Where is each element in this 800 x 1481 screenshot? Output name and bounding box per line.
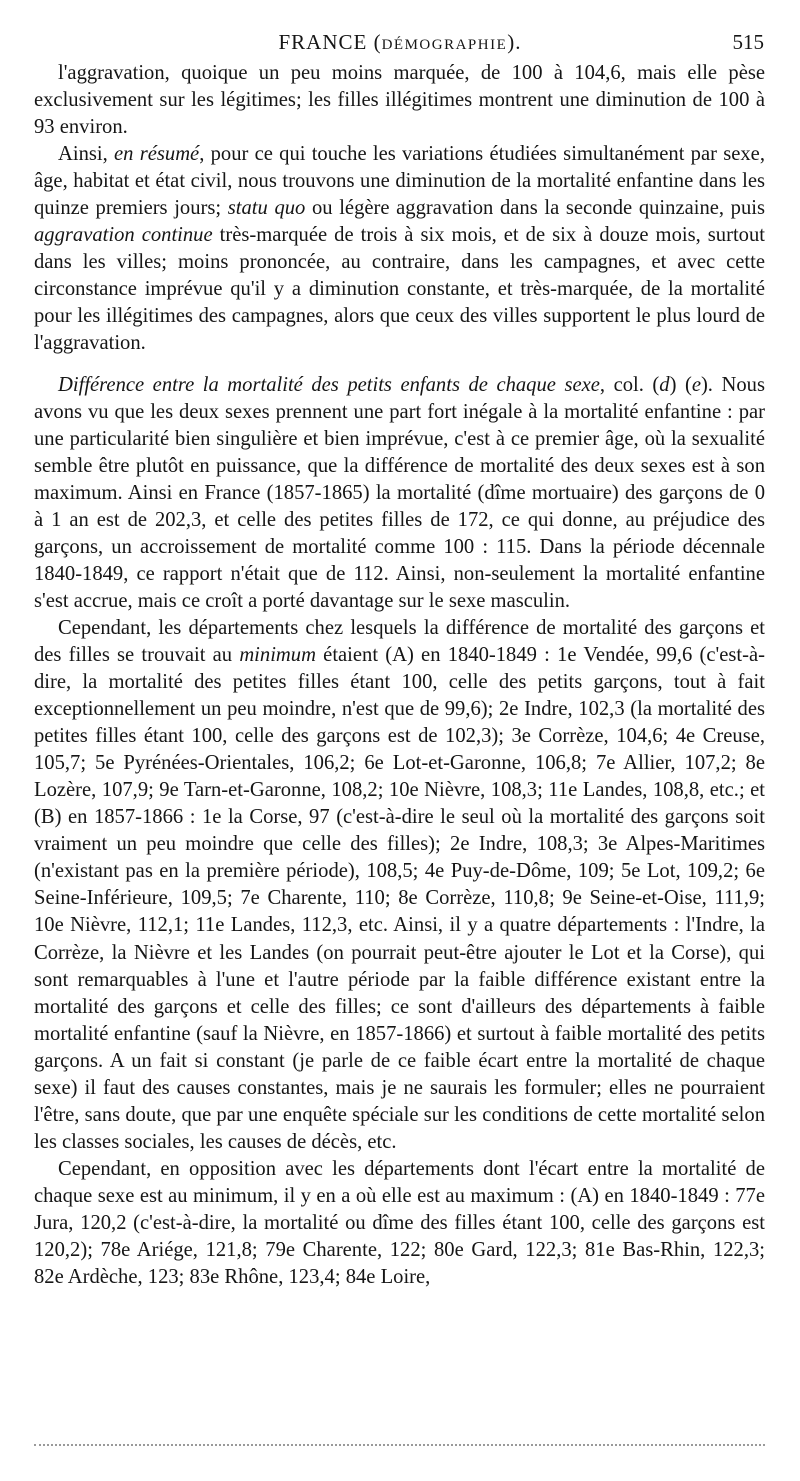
- italic-run: e: [691, 373, 701, 396]
- paragraph-minimum: [34, 615, 765, 1156]
- italic-run: aggravation continue: [34, 224, 213, 247]
- running-title-end: ).: [507, 30, 522, 54]
- text-run: l'aggravation, quoique un peu moins marquée, de 100 à 104,6, mais elle pèse exclusivement sur les légitimes; les filles illégitimes montrent une diminution de 100 à 93 environ.: [34, 62, 765, 139]
- body-text: [34, 60, 765, 1291]
- paragraph-difference-sexes: [34, 372, 765, 615]
- paragraph-aggravation: [34, 60, 765, 141]
- text-run: ) (: [669, 373, 692, 396]
- running-title-main: FRANCE (: [278, 30, 382, 54]
- text-run: Cependant, en opposition avec les départements dont l'écart entre la mortalité de chaque sexe est au minimum, il y en a où elle est au maximum : (A) en 1840-1849 : 77e Jura, 120,2 (c'est-à-dire, la mortalité ou dîme des filles étant 100, celle des garçons est 120,2); 78e Ariége, 121,8; 79e Charente, 122; 80e Gard, 122,3; 81e Bas-Rhin, 122,3; 82e Ardèche, 123; 83e Rhône, 123,4; 84e Loire,: [34, 1157, 765, 1289]
- running-title-subtitle: DÉMOGRAPHIE: [381, 37, 508, 53]
- text-run: étaient (A) en 1840-1849 : 1e Vendée, 99,6 (c'est-à-dire, la mortalité des petites filles étant 100, celle des petits garçons, tout à fait exceptionnellement un peu moindre, n'est que de 99,6); 2e Indre, 102,3 (la mortalité des petites filles étant 100, celle des garçons est de 102,3); 3e Corrèze, 104,6; 4e Creuse, 105,7; 5e Pyrénées-Orientales, 106,2; 6e Lot-et-Garonne, 106,8; 7e Allier, 107,2; 8e Lozère, 107,9; 9e Tarn-et-Garonne, 108,2; 10e Nièvre, 108,3; 11e Landes, 108,8, etc.; et (B) en 1857-1866 : 1e la Corse, 97 (c'est-à-dire le seul où la mortalité des garçons soit vraiment un peu moindre que celle des filles); 2e Indre, 108,3; 3e Alpes-Maritimes (n'existant pas en la première période), 108,5; 4e Puy-de-Dôme, 109; 5e Lot, 109,2; 6e Seine-Inférieure, 109,5; 7e Charente, 110; 8e Corrèze, 110,8; 9e Seine-et-Oise, 111,9; 10e Nièvre, 112,1; 11e Landes, 112,3, etc. Ainsi, il y a quatre départements : l'Indre, la Corrèze, la Nièvre et les Landes (on pourrait peut-être ajouter le Lot et la Corse), qui sont remarquables à l'une et l'autre période par la faible différence existant entre la mortalité des garçons et celle des filles; ce sont d'ailleurs des départements à faible mortalité enfantine (sauf la Nièvre, en 1857-1866) et surtout à faible mortalité des petits garçons. A un fait si constant (je parle de ce faible écart entre la mortalité de chaque sexe) il faut des causes constantes, mais je ne saurais les formuler; elles ne pourraient l'être, sans doute, que par une enquête spéciale sur les conditions de cette mortalité selon les classes sociales, les causes de décès, etc.: [34, 643, 765, 1153]
- running-title: [34, 26, 766, 61]
- text-run: très-marquée de trois à six mois, et de six à douze mois, surtout dans les villes; moins prononcée, au contraire, dans les campagnes, et avec cette circonstance imprévue qu'il y a diminution constante, et très-marquée, de la mortalité pour les illégitimes des campagnes, alors que ceux des villes supportent le plus lourd de l'aggravation.: [34, 224, 765, 355]
- text-run: , col. (: [599, 373, 660, 396]
- page-number: 515: [732, 30, 764, 54]
- text-run: ou légère aggravation dans la seconde quinzaine, puis: [305, 197, 765, 220]
- paragraph-resume: [34, 141, 765, 357]
- footer-dotted-rule: [34, 1444, 765, 1446]
- paragraph-maximum: [34, 1156, 765, 1291]
- text-run: Cependant, les départements chez lesquels la différence de mortalité des garçons et des filles se trouvait au: [34, 616, 765, 666]
- text-run: ). Nous avons vu que les deux sexes prennent une part fort inégale à la mortalité enfantine : par une particularité bien singulière et bien imprévue, c'est à ce premier âge, où la sexualité semble être plutôt en puissance, que la différence de mortalité des deux sexes est à son maximum. Ainsi en France (1857-1865) la mortalité (dîme mortuaire) des garçons de 0 à 1 an est de 202,3, et celle des petites filles de 172, ce qui donne, au préjudice des garçons, un accroissement de mortalité comme 100 : 115. Dans la période décennale 1840-1849, ce rapport n'était que de 112. Ainsi, non-seulement la mortalité enfantine s'est accrue, mais ce croît a porté davantage sur le sexe masculin.: [34, 373, 765, 612]
- italic-run: d: [659, 373, 670, 396]
- italic-run: minimum: [239, 643, 316, 666]
- italic-run: statu quo: [227, 197, 306, 220]
- text-run: , pour ce qui touche les variations étudiées simultanément par sexe, âge, habitat et état civil, nous trouvons une diminution de la mortalité enfantine dans les quinze premiers jours;: [34, 143, 765, 220]
- text-run: Ainsi,: [58, 143, 115, 166]
- running-header: [34, 26, 766, 58]
- italic-run: Différence entre la mortalité des petits enfants de chaque sexe: [58, 373, 600, 396]
- italic-run: en résumé: [114, 143, 200, 166]
